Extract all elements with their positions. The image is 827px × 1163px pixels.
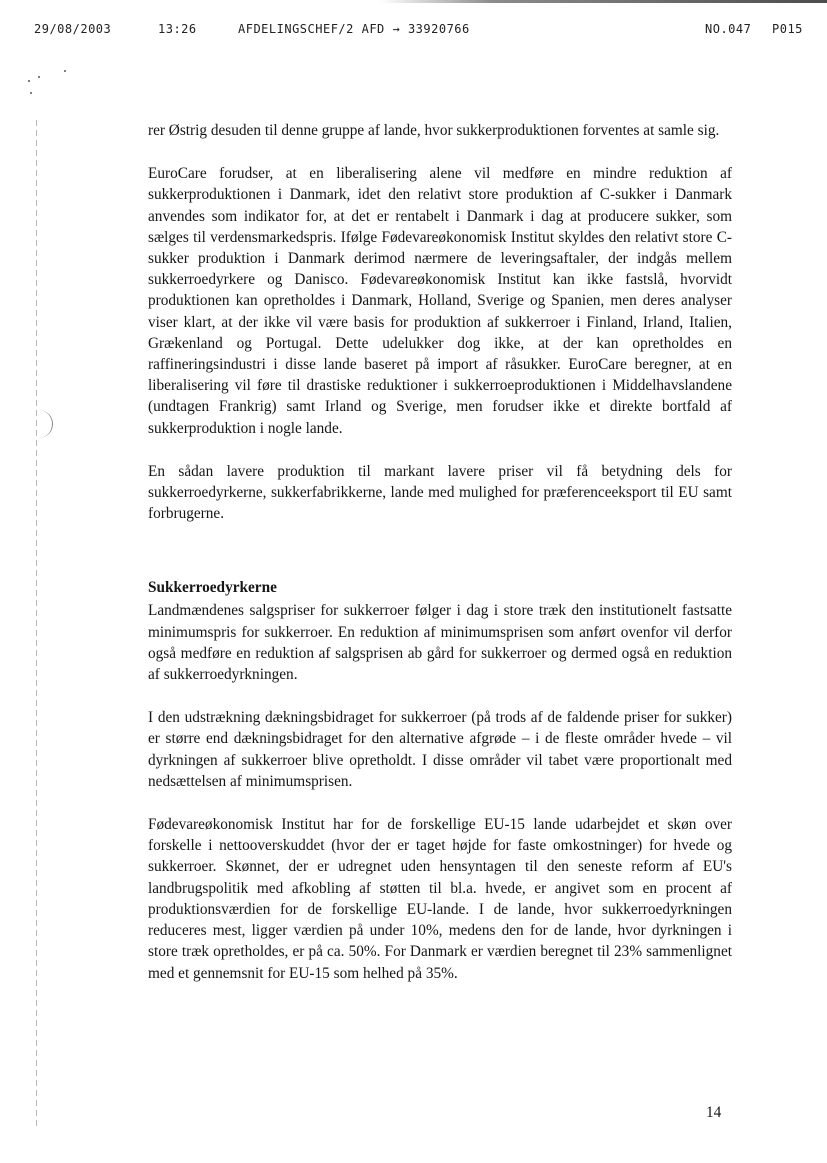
paragraph-lower-production: En sådan lavere produktion til markant lavere priser vil få betydning dels for sukkerroedyrkerne, sukkerfabrikkerne, lande med mulighed for præferenceeksport til EU samt forbrugerne.: [148, 462, 732, 523]
scan-left-margin-line: [36, 120, 37, 1130]
paragraph-net-surplus: Fødevareøkonomisk Institut har for de forskellige EU-15 lande udarbejdet et skøn over forskelle i nettooverskuddet (hvor der er taget højde for faste omkostninger) for hvede og sukkerroer. Skønnet, der er udregnet uden hensyntagen til den seneste reform af EU's landbrugspolitik med afkobling af støtten til bl.a. hvede, er angivet som en procent af produktionsværdien for de forskellige EU-lande. I de lande, hvor sukkerroedyrkningen reduceres mest, ligger værdien på under 10%, medens den for de lande, hvor dyrkningen i store træk opretholdes, er på ca. 50%. For Danmark er værdien beregnet til 23% sammenlignet med et gennemsnit for EU-15 som helhed på 35%.: [148, 816, 732, 982]
fax-document-number: NO.047: [705, 22, 752, 36]
fax-page-code: P015: [772, 22, 803, 36]
fax-time: 13:26: [158, 22, 197, 36]
fax-sender: AFDELINGSCHEF/2 AFD → 33920766: [238, 22, 470, 36]
document-body: [148, 120, 732, 1006]
paragraph-sales-prices: Landmændenes salgspriser for sukkerroer følger i dag i store træk den institutionelt fastsatte minimumspris for sukkerroer. En reduktion af minimumsprisen som anført ovenfor vil derfor også medføre en reduktion af salgsprisen ab gård for sukkerroer og dermed også en reduktion af sukkerroedyrkningen.: [148, 602, 732, 684]
section-heading: Sukkerroedyrkerne: [148, 579, 277, 597]
fax-header: [0, 22, 827, 42]
paragraph-eurocare: EuroCare forudser, at en liberalisering alene vil medføre en mindre reduktion af sukkerproduktionen i Danmark, idet den relativt store produktion af C-sukker i Danmark anvendes som indikator for, at det er rentabelt i Danmark i dag at producere sukker, som sælges til verdensmarkedspris. Ifølge Fødevareøkonomisk Institut skyldes den relativt store C-sukker produktion i Danmark derimod nærmere de leveringsaftaler, der indgås mellem sukkerroedyrkere og Danisco. Fødevareøkonomisk Institut kan ikke fastslå, hvorvidt produktionen kan opretholdes i Danmark, Holland, Sverige og Spanien, men deres analyser viser klart, at der ikke vil være basis for produktion af sukkerroer i Finland, Irland, Italien, Grækenland og Portugal. Dette udelukker dog ikke, at der kan opretholdes en raffineringsindustri i disse lande baseret på import af råsukker. EuroCare beregner, at en liberalisering vil føre til drastiske reduktioner i sukkerroeproduktionen i Middelhavslandene (undtagen Frankrig) samt Irland og Sverige, men forudser ikke et direkte bortfald af sukkerproduktion i nogle lande.: [148, 165, 732, 437]
scan-margin-mark: [38, 410, 53, 438]
fax-date: 29/08/2003: [34, 22, 112, 36]
paragraph-continuation: rer Østrig desuden til denne gruppe af lande, hvor sukkerproduktionen forventes at samle sig.: [148, 122, 720, 139]
page-number: 14: [706, 1104, 722, 1121]
paragraph-contribution-margin: I den udstrækning dækningsbidraget for sukkerroer (på trods af de faldende priser for sukker) er større end dækningsbidraget for den alternative afgrøde – i de fleste områder hvede – vil dyrkningen af sukkerroer blive opretholdt. I disse områder vil tabet være proportionalt med nedsættelsen af minimumsprisen.: [148, 709, 732, 790]
scan-top-edge: [380, 0, 827, 3]
